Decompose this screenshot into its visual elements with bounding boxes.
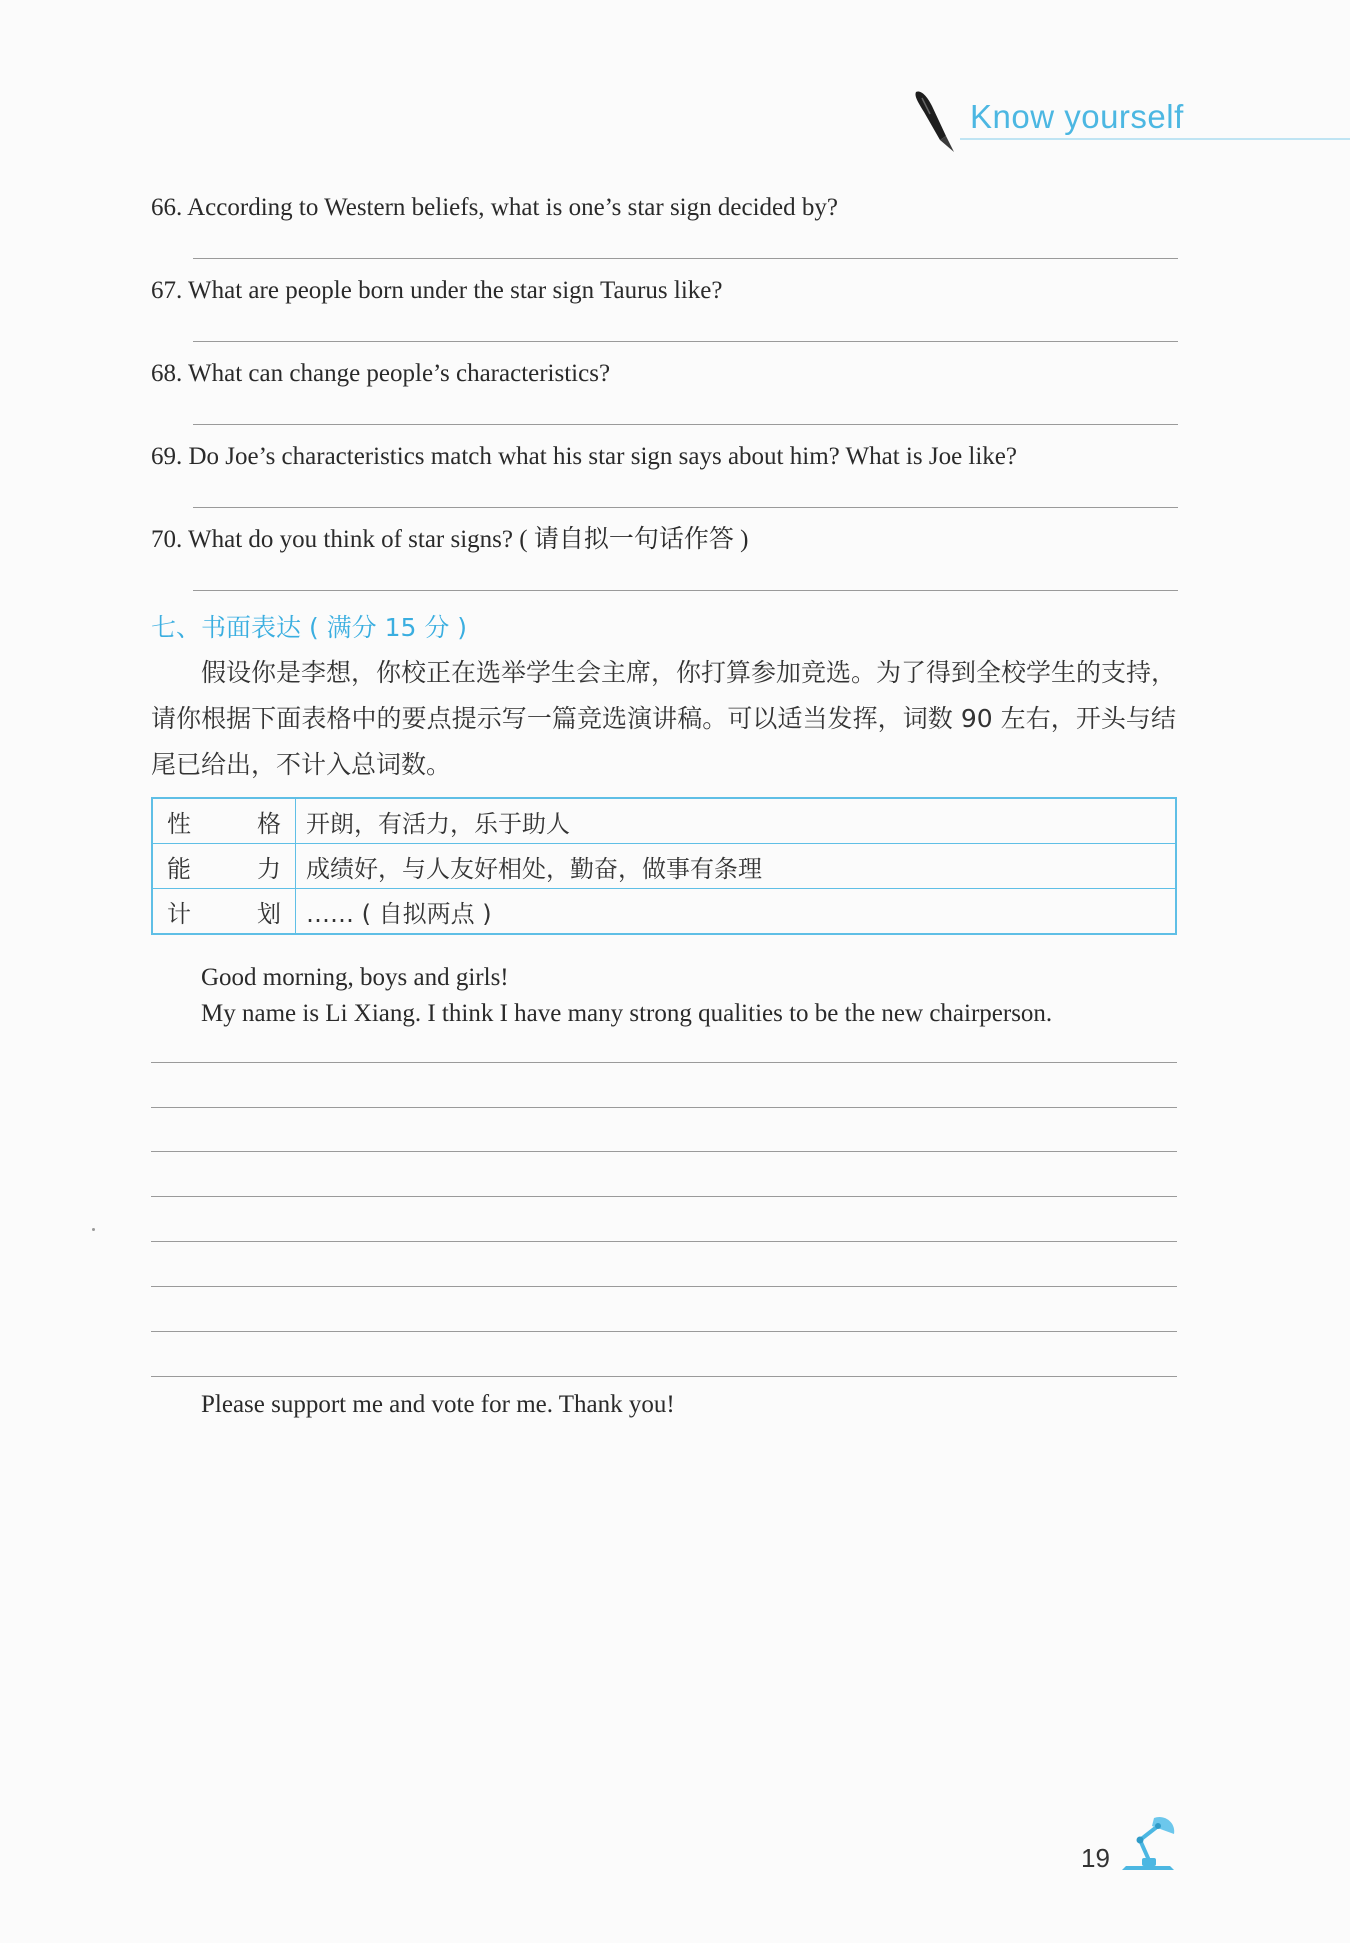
page-number: 19 [1081, 1843, 1110, 1873]
table-label [152, 889, 296, 935]
writing-line[interactable] [151, 1107, 1177, 1108]
table-value: …… ( 自拟两点 ) [296, 889, 1177, 935]
label-char: 划 [257, 899, 281, 928]
table-label [152, 844, 296, 889]
essay-opening: My name is Li Xiang. I think I have many strong qualities to be the new chairperson. [201, 1000, 1053, 1027]
page-header [910, 88, 1350, 158]
question-text: 68. What can change people’s characteristics? [151, 360, 611, 387]
writing-line[interactable] [151, 1241, 1177, 1242]
essay-greeting: Good morning, boys and girls! [201, 964, 509, 991]
question-67 [151, 276, 1181, 306]
table-value: 成绩好，与人友好相处，勤奋，做事有条理 [296, 844, 1177, 889]
writing-line[interactable] [151, 1376, 1177, 1377]
writing-line[interactable] [151, 1196, 1177, 1197]
header-title: Know yourself [970, 98, 1184, 135]
header-rule [960, 138, 1350, 140]
question-68 [151, 359, 1181, 389]
question-text: 69. Do Joe’s characteristics match what his star sign says about him? What is Joe like? [151, 443, 1018, 470]
writing-line[interactable] [151, 1062, 1177, 1063]
answer-line[interactable] [193, 590, 1178, 591]
question-70 [151, 525, 1181, 555]
requirements-table [151, 797, 1177, 935]
label-char: 计 [167, 899, 191, 928]
table-row [152, 798, 1176, 844]
table-value: 开朗，有活力，乐于助人 [296, 798, 1177, 844]
question-66 [151, 193, 1181, 223]
question-text: 70. What do you think of star signs? ( 请自拟一句话作答 ) [151, 526, 749, 553]
writing-line[interactable] [151, 1286, 1177, 1287]
print-speck [92, 1228, 95, 1231]
answer-line[interactable] [193, 341, 1178, 342]
section-instructions: 假设你是李想，你校正在选举学生会主席，你打算参加竞选。为了得到全校学生的支持，请你根据下面表格中的要点提示写一篇竞选演讲稿。可以适当发挥，词数 90 左右，开头与结尾已给出，不计入总词数。 [151, 658, 1177, 779]
label-char: 格 [257, 809, 281, 838]
label-char: 能 [167, 854, 191, 883]
table-label [152, 798, 296, 844]
section-title: 七、书面表达 ( 满分 15 分 ) [151, 613, 468, 642]
label-char: 力 [257, 854, 281, 883]
essay-closing: Please support me and vote for me. Thank you! [201, 1391, 675, 1418]
question-text: 67. What are people born under the star sign Taurus like? [151, 277, 723, 304]
pen-icon [910, 88, 958, 156]
table-row [152, 889, 1176, 935]
writing-line[interactable] [151, 1331, 1177, 1332]
label-char: 性 [167, 809, 191, 838]
question-69 [151, 442, 1181, 472]
answer-line[interactable] [193, 424, 1178, 425]
writing-line[interactable] [151, 1151, 1177, 1152]
desk-lamp-icon [1118, 1812, 1180, 1874]
answer-line[interactable] [193, 507, 1178, 508]
answer-line[interactable] [193, 258, 1178, 259]
question-text: 66. According to Western beliefs, what is one’s star sign decided by? [151, 194, 838, 221]
table-row [152, 844, 1176, 889]
